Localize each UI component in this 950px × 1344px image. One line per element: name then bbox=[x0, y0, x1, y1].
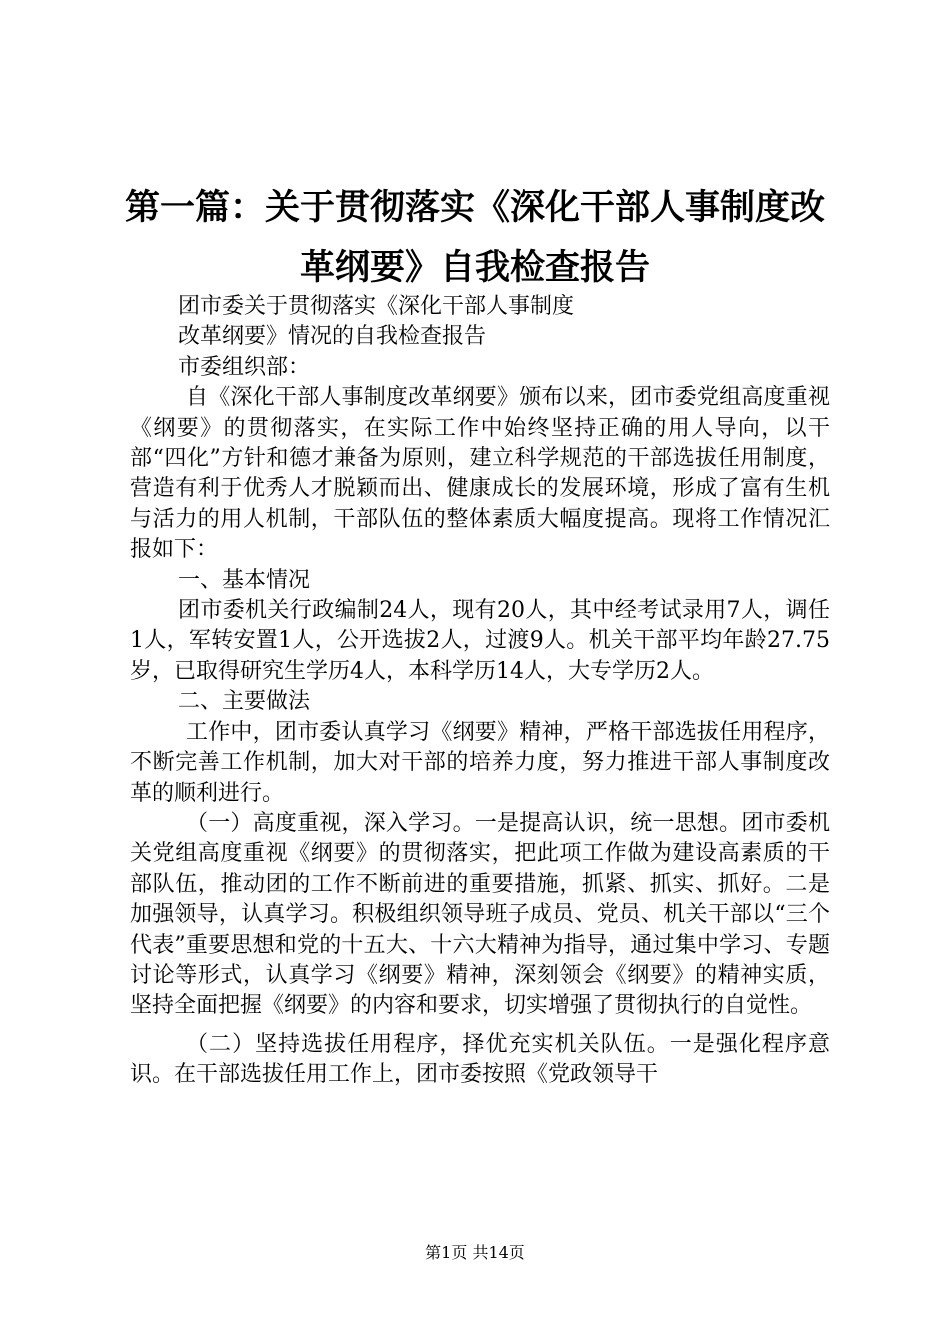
practices-paragraph: 工作中，团市委认真学习《纲要》精神，严格干部选拔任用程序，不断完善工作机制，加大对干部的培养力度，努力推进干部人事制度改革的顺利进行。 bbox=[130, 719, 830, 806]
page-number-footer: 第1页 共14页 bbox=[425, 1243, 525, 1262]
report-heading-line-2: 改革纲要》情况的自我检查报告 bbox=[178, 324, 487, 350]
subsection-2-paragraph: （二）坚持选拔任用程序，择优充实机关队伍。一是强化程序意识。在干部选拔任用工作上，团市委按照《党政领导干 bbox=[130, 1031, 830, 1088]
subsection-1-paragraph: （一）高度重视，深入学习。一是提高认识，统一思想。团市委机关党组高度重视《纲要》的贯彻落实，把此项工作做为建设高素质的干部队伍，推动团的工作不断前进的重要措施，抓紧、抓实、抓好。二是加强领导，认真学习。积极组织领导班子成员、党员、机关干部以“三个代表”重要思想和党的十五大、十六大精神为指导，通过集中学习、专题讨论等形式，认真学习《纲要》精神，深刻领会《纲要》的精神实质，坚持全面把握《纲要》的内容和要求，切实增强了贯彻执行的自觉性。 bbox=[130, 810, 830, 1019]
basic-situation-paragraph: 团市委机关行政编制24人，现有20人，其中经考试录用7人，调任1人，军转安置1人，公开选拔2人，过渡9人。机关干部平均年龄27.75岁，已取得研究生学历4人，本科学历14人，大专学历2人。 bbox=[130, 598, 830, 684]
salutation: 市委组织部： bbox=[178, 354, 311, 380]
document-title-line-2: 革纲要》自我检查报告 bbox=[299, 248, 650, 288]
section-heading-practices: 二、主要做法 bbox=[178, 689, 311, 715]
intro-paragraph: 自《深化干部人事制度改革纲要》颁布以来，团市委党组高度重视《纲要》的贯彻落实，在实际工作中始终坚持正确的用人导向，以干部“四化”方针和德才兼备为原则，建立科学规范的干部选拔任用制度，营造有利于优秀人才脱颖而出、健康成长的发展环境，形成了富有生机与活力的用人机制，干部队伍的整体素质大幅度提高。现将工作情况汇报如下： bbox=[130, 385, 830, 563]
section-heading-basic: 一、基本情况 bbox=[178, 567, 311, 593]
document-body bbox=[130, 292, 830, 1091]
report-heading-line-1: 团市委关于贯彻落实《深化干部人事制度 bbox=[178, 294, 575, 319]
document-title-line-1: 第一篇：关于贯彻落实《深化干部人事制度改 bbox=[124, 188, 825, 228]
